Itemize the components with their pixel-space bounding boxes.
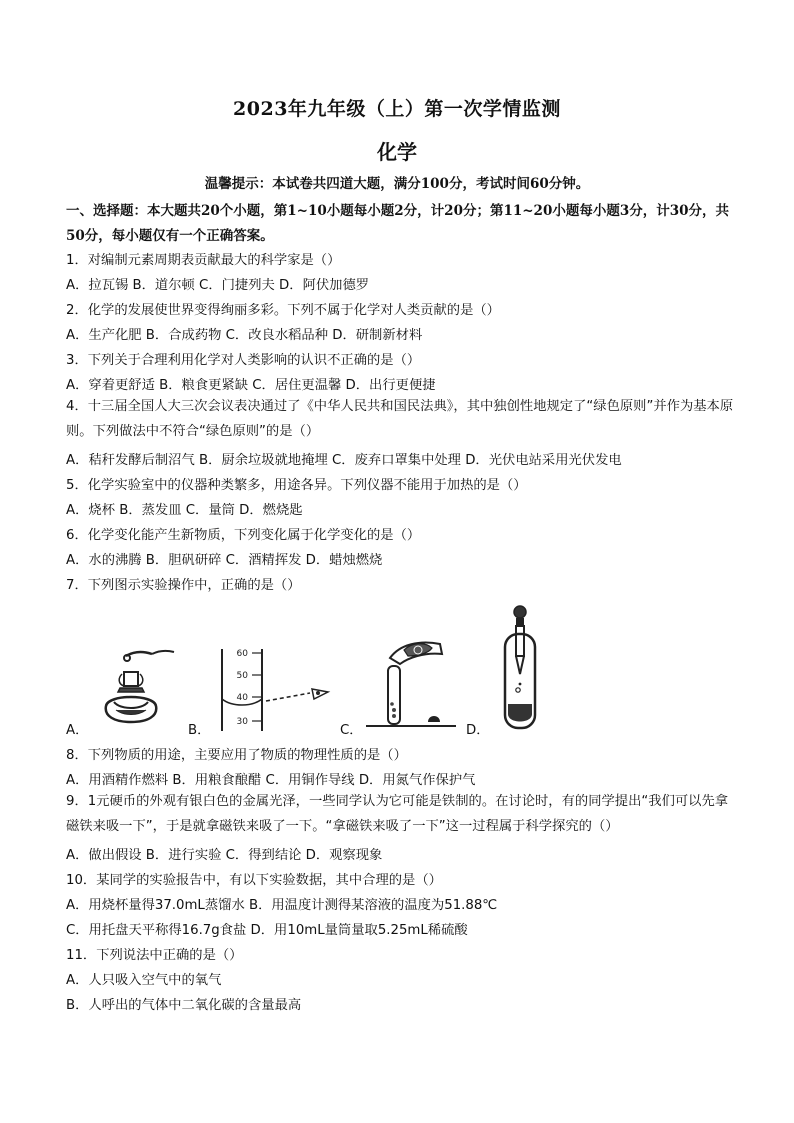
test-tube-solid-illustration (360, 636, 460, 732)
question-options: A．烧杯 B．蒸发皿 C．量筒 D．燃烧匙 (66, 503, 303, 518)
alcohol-lamp-illustration (96, 648, 186, 732)
question-stem: 10．某同学的实验报告中，有以下实验数据，其中合理的是（） (66, 873, 442, 888)
question-stem: 6．化学变化能产生新物质，下列变化属于化学变化的是（） (66, 528, 421, 543)
question-stem: 1．对编制元素周期表贡献最大的科学家是（） (66, 253, 341, 268)
tick-50: 50 (236, 671, 248, 681)
tick-60: 60 (236, 649, 248, 659)
figure-label-c: C． (340, 723, 363, 738)
question-options: A．秸秆发酵后制沼气 B．厨余垃圾就地掩埋 C．废弃口罩集中处理 D．光伏电站采用光伏发电 (66, 453, 622, 468)
question-options: A．做出假设 B．进行实验 C．得到结论 D．观察现象 (66, 848, 383, 863)
question-stem: 5．化学实验室中的仪器种类繁多，用途各异。下列仪器不能用于加热的是（） (66, 478, 527, 493)
question-options: A．水的沸腾 B．胆矾研碎 C．酒精挥发 D．蜡烛燃烧 (66, 553, 383, 568)
dropper-test-tube-illustration (496, 604, 546, 732)
section-heading: 一、选择题：本大题共20个小题，第1~10小题每小题2分，计20分；第11~20小题每小题3分，计30分，共50分，每小题仅有一个正确答案。 (66, 203, 730, 244)
figure-label-b: B． (188, 723, 211, 738)
question-stem: 3．下列关于合理利用化学对人类影响的认识不正确的是（） (66, 353, 421, 368)
figure-label-d: D． (466, 723, 490, 738)
tick-30: 30 (236, 717, 248, 727)
question-stem: 2．化学的发展使世界变得绚丽多彩。下列不属于化学对人类贡献的是（） (66, 303, 500, 318)
question-options: C．用托盘天平称得16.7g食盐 D．用10mL量筒量取5.25mL稀硫酸 (66, 923, 468, 938)
exam-tip: 温馨提示：本试卷共四道大题，满分100分，考试时间60分钟。 (204, 176, 590, 192)
question-options: A．用酒精作燃料 B．用粮食酿醋 C．用铜作导线 D．用氮气作保护气 (66, 773, 476, 788)
question-stem: 4．十三届全国人大三次会议表决通过了《中华人民共和国民法典》，其中独创性地规定了“绿色原则”并作为基本原则。下列做法中不符合“绿色原则”的是（） (66, 399, 734, 439)
graduated-cylinder-illustration (210, 645, 340, 735)
question-options: A．人只吸入空气中的氧气 (66, 973, 222, 988)
subject-title: 化学 (377, 140, 417, 164)
question-options: A．穿着更舒适 B．粮食更紧缺 C．居住更温馨 D．出行更便捷 (66, 378, 436, 393)
question-stem: 11．下列说法中正确的是（） (66, 948, 243, 963)
question-options: A．生产化肥 B．合成药物 C．改良水稻品种 D．研制新材料 (66, 328, 423, 343)
question-stem: 7．下列图示实验操作中，正确的是（） (66, 578, 301, 593)
question-options: A．拉瓦锡 B．道尔顿 C．门捷列夫 D．阿伏加德罗 (66, 278, 370, 293)
figure-label-a: A． (66, 723, 89, 738)
question-stem: 8．下列物质的用途，主要应用了物质的物理性质的是（） (66, 748, 407, 763)
question-stem: 9．1元硬币的外观有银白色的金属光泽，一些同学认为它可能是铁制的。在讨论时，有的同学提出“我们可以先拿磁铁来吸一下”，于是就拿磁铁来吸了一下。“拿磁铁来吸了一下”这一过程属于科学探究的（） (66, 794, 729, 834)
tick-40: 40 (236, 693, 248, 703)
exam-title: 2023年九年级（上）第一次学情监测 (233, 98, 561, 120)
question-options: A．用烧杯量得37.0mL蒸馏水 B．用温度计测得某溶液的温度为51.88℃ (66, 898, 498, 913)
question-options: B．人呼出的气体中二氧化碳的含量最高 (66, 998, 302, 1013)
